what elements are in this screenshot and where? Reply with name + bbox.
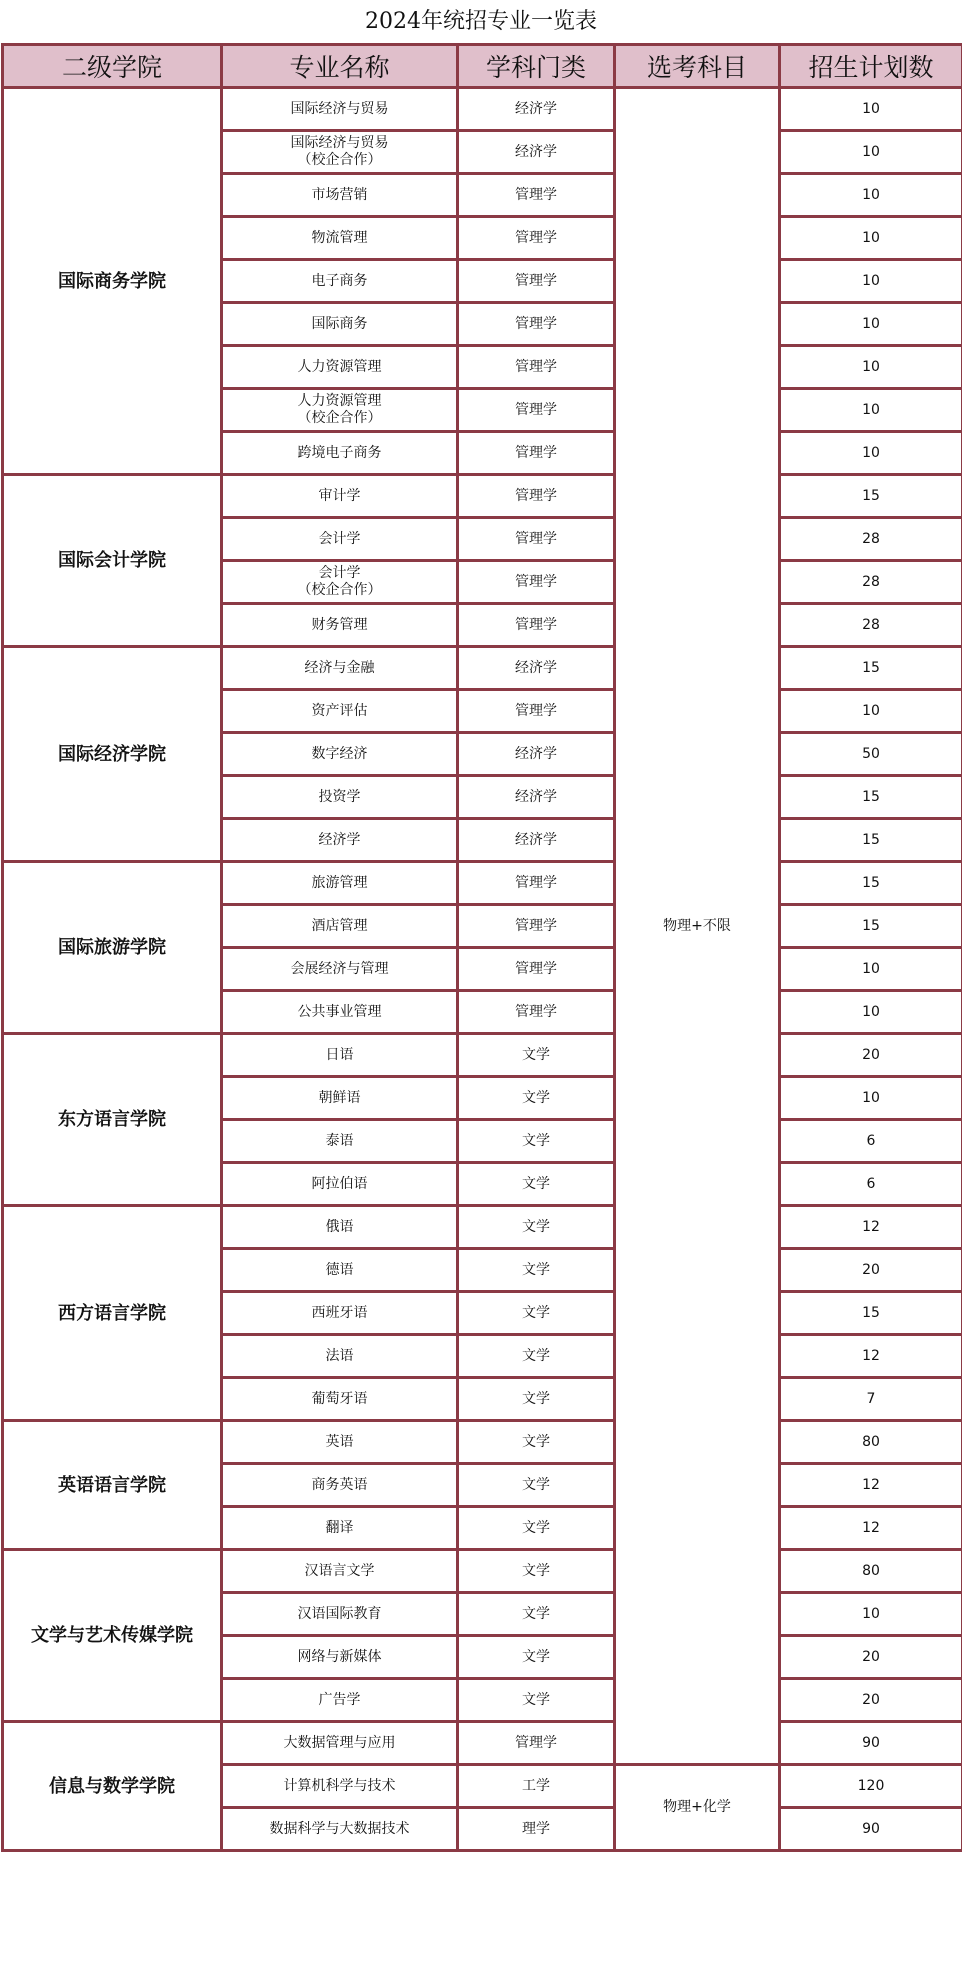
discipline-category: 文学 bbox=[458, 1464, 615, 1507]
major-name: 审计学 bbox=[222, 475, 458, 518]
header-category: 学科门类 bbox=[458, 45, 615, 88]
discipline-category: 管理学 bbox=[458, 346, 615, 389]
enrollment-plan: 10 bbox=[780, 1593, 962, 1636]
major-name: 数据科学与大数据技术 bbox=[222, 1808, 458, 1851]
major-name: 电子商务 bbox=[222, 260, 458, 303]
enrollment-plan: 6 bbox=[780, 1163, 962, 1206]
table-row bbox=[3, 1206, 962, 1249]
enrollment-plan: 20 bbox=[780, 1679, 962, 1722]
college-name: 东方语言学院 bbox=[3, 1034, 222, 1206]
table-row bbox=[3, 1550, 962, 1593]
discipline-category: 管理学 bbox=[458, 1722, 615, 1765]
major-name: 商务英语 bbox=[222, 1464, 458, 1507]
discipline-category: 管理学 bbox=[458, 432, 615, 475]
major-name: 阿拉伯语 bbox=[222, 1163, 458, 1206]
major-name: 泰语 bbox=[222, 1120, 458, 1163]
major-name: 国际经济与贸易 （校企合作） bbox=[222, 131, 458, 174]
enrollment-plan: 90 bbox=[780, 1808, 962, 1851]
table-row bbox=[3, 475, 962, 518]
discipline-category: 管理学 bbox=[458, 518, 615, 561]
header-row bbox=[3, 45, 962, 88]
discipline-category: 文学 bbox=[458, 1507, 615, 1550]
enrollment-plan: 15 bbox=[780, 1292, 962, 1335]
discipline-category: 文学 bbox=[458, 1636, 615, 1679]
major-name: 经济与金融 bbox=[222, 647, 458, 690]
enrollment-plan: 10 bbox=[780, 174, 962, 217]
subject-requirement: 物理+不限 bbox=[615, 88, 780, 1765]
major-name: 数字经济 bbox=[222, 733, 458, 776]
major-name: 物流管理 bbox=[222, 217, 458, 260]
major-name: 会计学 （校企合作） bbox=[222, 561, 458, 604]
enrollment-table bbox=[1, 43, 962, 1852]
enrollment-plan: 12 bbox=[780, 1335, 962, 1378]
header-subjects: 选考科目 bbox=[615, 45, 780, 88]
enrollment-plan: 50 bbox=[780, 733, 962, 776]
enrollment-plan: 120 bbox=[780, 1765, 962, 1808]
college-name: 西方语言学院 bbox=[3, 1206, 222, 1421]
enrollment-plan: 10 bbox=[780, 260, 962, 303]
discipline-category: 管理学 bbox=[458, 604, 615, 647]
enrollment-plan: 7 bbox=[780, 1378, 962, 1421]
discipline-category: 文学 bbox=[458, 1077, 615, 1120]
enrollment-plan: 28 bbox=[780, 604, 962, 647]
enrollment-plan: 28 bbox=[780, 561, 962, 604]
major-name: 会展经济与管理 bbox=[222, 948, 458, 991]
table-body bbox=[3, 88, 962, 1851]
major-name: 英语 bbox=[222, 1421, 458, 1464]
discipline-category: 管理学 bbox=[458, 260, 615, 303]
discipline-category: 管理学 bbox=[458, 475, 615, 518]
enrollment-plan: 15 bbox=[780, 776, 962, 819]
discipline-category: 文学 bbox=[458, 1378, 615, 1421]
header-plan: 招生计划数 bbox=[780, 45, 962, 88]
enrollment-plan: 10 bbox=[780, 346, 962, 389]
discipline-category: 文学 bbox=[458, 1120, 615, 1163]
discipline-category: 文学 bbox=[458, 1593, 615, 1636]
discipline-category: 管理学 bbox=[458, 174, 615, 217]
discipline-category: 文学 bbox=[458, 1292, 615, 1335]
discipline-category: 文学 bbox=[458, 1034, 615, 1077]
enrollment-plan: 80 bbox=[780, 1550, 962, 1593]
discipline-category: 管理学 bbox=[458, 690, 615, 733]
enrollment-plan: 10 bbox=[780, 88, 962, 131]
enrollment-plan: 6 bbox=[780, 1120, 962, 1163]
enrollment-plan: 15 bbox=[780, 905, 962, 948]
discipline-category: 管理学 bbox=[458, 217, 615, 260]
major-name: 酒店管理 bbox=[222, 905, 458, 948]
major-name: 法语 bbox=[222, 1335, 458, 1378]
discipline-category: 经济学 bbox=[458, 819, 615, 862]
table-row bbox=[3, 647, 962, 690]
major-name: 人力资源管理 bbox=[222, 346, 458, 389]
major-name: 汉语言文学 bbox=[222, 1550, 458, 1593]
discipline-category: 文学 bbox=[458, 1163, 615, 1206]
discipline-category: 管理学 bbox=[458, 303, 615, 346]
enrollment-plan: 10 bbox=[780, 303, 962, 346]
enrollment-plan: 15 bbox=[780, 475, 962, 518]
major-name: 旅游管理 bbox=[222, 862, 458, 905]
enrollment-plan: 90 bbox=[780, 1722, 962, 1765]
major-name: 西班牙语 bbox=[222, 1292, 458, 1335]
enrollment-plan: 20 bbox=[780, 1249, 962, 1292]
college-name: 国际商务学院 bbox=[3, 88, 222, 475]
college-name: 文学与艺术传媒学院 bbox=[3, 1550, 222, 1722]
discipline-category: 经济学 bbox=[458, 647, 615, 690]
discipline-category: 管理学 bbox=[458, 905, 615, 948]
major-name: 国际经济与贸易 bbox=[222, 88, 458, 131]
discipline-category: 经济学 bbox=[458, 776, 615, 819]
enrollment-plan: 10 bbox=[780, 690, 962, 733]
enrollment-plan: 15 bbox=[780, 862, 962, 905]
header-major: 专业名称 bbox=[222, 45, 458, 88]
header-college: 二级学院 bbox=[3, 45, 222, 88]
table-row bbox=[3, 862, 962, 905]
major-name: 翻译 bbox=[222, 1507, 458, 1550]
enrollment-plan: 10 bbox=[780, 948, 962, 991]
discipline-category: 经济学 bbox=[458, 131, 615, 174]
major-name: 跨境电子商务 bbox=[222, 432, 458, 475]
table-row bbox=[3, 1421, 962, 1464]
discipline-category: 文学 bbox=[458, 1249, 615, 1292]
table-row bbox=[3, 1722, 962, 1765]
table-row bbox=[3, 88, 962, 131]
major-name: 经济学 bbox=[222, 819, 458, 862]
college-name: 英语语言学院 bbox=[3, 1421, 222, 1550]
discipline-category: 管理学 bbox=[458, 991, 615, 1034]
enrollment-plan: 20 bbox=[780, 1636, 962, 1679]
discipline-category: 经济学 bbox=[458, 88, 615, 131]
major-name: 投资学 bbox=[222, 776, 458, 819]
major-name: 财务管理 bbox=[222, 604, 458, 647]
major-name: 人力资源管理 （校企合作） bbox=[222, 389, 458, 432]
table-row bbox=[3, 1034, 962, 1077]
discipline-category: 文学 bbox=[458, 1679, 615, 1722]
discipline-category: 文学 bbox=[458, 1206, 615, 1249]
major-name: 资产评估 bbox=[222, 690, 458, 733]
discipline-category: 管理学 bbox=[458, 389, 615, 432]
discipline-category: 工学 bbox=[458, 1765, 615, 1808]
major-name: 市场营销 bbox=[222, 174, 458, 217]
enrollment-plan: 15 bbox=[780, 647, 962, 690]
discipline-category: 文学 bbox=[458, 1421, 615, 1464]
major-name: 德语 bbox=[222, 1249, 458, 1292]
enrollment-plan: 10 bbox=[780, 389, 962, 432]
major-name: 俄语 bbox=[222, 1206, 458, 1249]
table-title: 2024年统招专业一览表 bbox=[365, 9, 597, 34]
college-name: 国际经济学院 bbox=[3, 647, 222, 862]
discipline-category: 经济学 bbox=[458, 733, 615, 776]
enrollment-plan: 10 bbox=[780, 991, 962, 1034]
discipline-category: 管理学 bbox=[458, 948, 615, 991]
major-name: 网络与新媒体 bbox=[222, 1636, 458, 1679]
discipline-category: 管理学 bbox=[458, 862, 615, 905]
enrollment-plan: 10 bbox=[780, 131, 962, 174]
enrollment-plan: 28 bbox=[780, 518, 962, 561]
enrollment-plan: 12 bbox=[780, 1206, 962, 1249]
enrollment-plan: 10 bbox=[780, 1077, 962, 1120]
major-name: 广告学 bbox=[222, 1679, 458, 1722]
discipline-category: 文学 bbox=[458, 1335, 615, 1378]
major-name: 大数据管理与应用 bbox=[222, 1722, 458, 1765]
enrollment-plan: 20 bbox=[780, 1034, 962, 1077]
discipline-category: 文学 bbox=[458, 1550, 615, 1593]
discipline-category: 管理学 bbox=[458, 561, 615, 604]
college-name: 国际旅游学院 bbox=[3, 862, 222, 1034]
college-name: 信息与数学学院 bbox=[3, 1722, 222, 1851]
enrollment-plan: 10 bbox=[780, 432, 962, 475]
major-name: 会计学 bbox=[222, 518, 458, 561]
college-name: 国际会计学院 bbox=[3, 475, 222, 647]
enrollment-plan: 80 bbox=[780, 1421, 962, 1464]
major-name: 汉语国际教育 bbox=[222, 1593, 458, 1636]
major-name: 日语 bbox=[222, 1034, 458, 1077]
major-name: 公共事业管理 bbox=[222, 991, 458, 1034]
subject-requirement: 物理+化学 bbox=[615, 1765, 780, 1851]
enrollment-plan: 12 bbox=[780, 1464, 962, 1507]
major-name: 朝鲜语 bbox=[222, 1077, 458, 1120]
enrollment-plan: 15 bbox=[780, 819, 962, 862]
discipline-category: 理学 bbox=[458, 1808, 615, 1851]
major-name: 计算机科学与技术 bbox=[222, 1765, 458, 1808]
major-name: 国际商务 bbox=[222, 303, 458, 346]
enrollment-plan: 10 bbox=[780, 217, 962, 260]
enrollment-plan: 12 bbox=[780, 1507, 962, 1550]
major-name: 葡萄牙语 bbox=[222, 1378, 458, 1421]
